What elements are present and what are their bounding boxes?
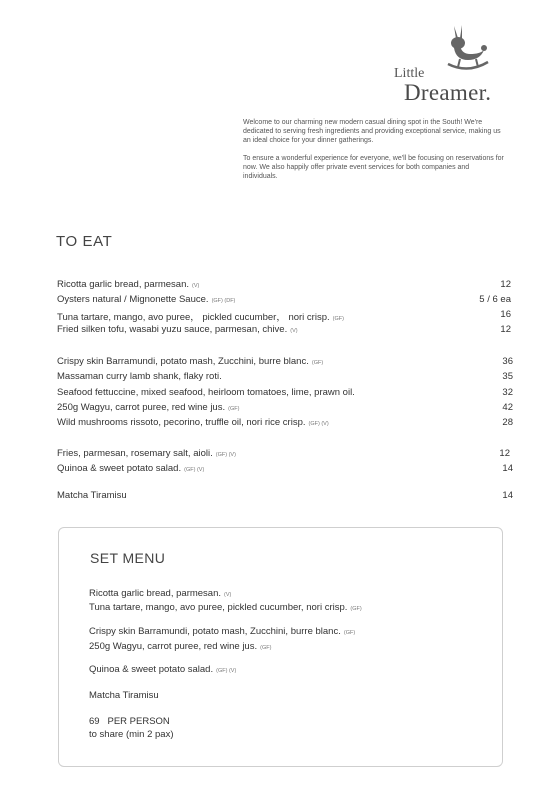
- menu-item: [57, 371, 225, 382]
- menu-item-name: Matcha Tiramisu: [57, 490, 127, 501]
- menu-item: [57, 309, 344, 323]
- set-menu-item: [89, 641, 271, 652]
- set-menu-item-tags: (GF): [260, 645, 272, 651]
- menu-item-price: 36: [502, 356, 513, 367]
- menu-item-price: 16: [500, 309, 511, 320]
- menu-item-price: 42: [502, 402, 513, 413]
- menu-item-tags: (V): [290, 328, 298, 334]
- menu-item-price: 14: [502, 463, 513, 474]
- intro-paragraph-2: To ensure a wonderful experience for everyone, we'll be focusing on reservations for now. We also happily offer private event services for both companies and individuals.: [243, 155, 504, 180]
- menu-item: [57, 402, 239, 413]
- menu-item-name: Crispy skin Barramundi, potato mash, Zucchini, burre blanc.: [57, 356, 309, 367]
- set-menu-title: SET MENU: [90, 550, 166, 566]
- logo: [388, 24, 518, 106]
- menu-item-name: Seafood fettuccine, mixed seafood, heirloom tomatoes, lime, prawn oil.: [57, 387, 355, 398]
- set-menu-share-note: to share (min 2 pax): [89, 729, 174, 740]
- menu-item-name: Massaman curry lamb shank, flaky roti.: [57, 371, 222, 382]
- menu-item-name: Wild mushrooms rissoto, pecorino, truffle oil, nori rice crisp.: [57, 417, 306, 428]
- set-menu-item-tags: (GF): [350, 606, 362, 612]
- menu-item-tags: (GF) (DF): [211, 298, 236, 304]
- menu-item-price: 28: [502, 417, 513, 428]
- menu-item-tags: (GF): [311, 360, 324, 366]
- menu-item: [57, 324, 298, 335]
- menu-item-tags: (GF): [332, 316, 344, 322]
- menu-item-price: 5 / 6 ea: [479, 294, 511, 305]
- menu-item-tags: (GF) (V): [308, 421, 329, 427]
- menu-item-tags: (GF) (V): [184, 467, 205, 473]
- menu-item: [57, 294, 235, 305]
- set-menu-item-name: Tuna tartare, mango, avo puree, pickled cucumber, nori crisp.: [89, 602, 348, 613]
- menu-item-name: Fries, parmesan, rosemary salt, aioli.: [57, 448, 213, 459]
- menu-item-price: 14: [502, 490, 513, 501]
- logo-little: Little: [394, 66, 425, 81]
- set-menu-item-name: Crispy skin Barramundi, potato mash, Zucchini, burre blanc.: [89, 626, 341, 637]
- set-menu-item-name: Quinoa & sweet potato salad.: [89, 664, 214, 675]
- menu-item-name: Ricotta garlic bread, parmesan.: [57, 279, 190, 290]
- menu-item: [57, 387, 358, 398]
- menu-item-tags: (GF) (V): [215, 452, 236, 458]
- set-menu-item: [89, 588, 231, 599]
- set-menu-item-name: Matcha Tiramisu: [89, 690, 159, 701]
- menu-item-price: 35: [502, 371, 513, 382]
- menu-item-price: 32: [502, 387, 513, 398]
- menu-item-name: Fried silken tofu, wasabi yuzu sauce, parmesan, chive.: [57, 324, 288, 335]
- menu-item: [57, 356, 323, 367]
- menu-item-price: 12: [500, 279, 511, 290]
- menu-item-price: 12: [499, 448, 510, 459]
- menu-item-name: Quinoa & sweet potato salad.: [57, 463, 182, 474]
- set-menu-item-name: Ricotta garlic bread, parmesan.: [89, 588, 222, 599]
- set-menu-item-tags: (V): [224, 592, 232, 598]
- to-eat-title: TO EAT: [56, 233, 113, 250]
- intro-paragraph-1: Welcome to our charming new modern casual dining spot in the South! We're dedicated to serving fresh ingredients and providing exceptional service, making us an ideal choice for your dinner gatherings.: [243, 119, 501, 144]
- menu-item-tags: (V): [192, 283, 200, 289]
- set-menu-price: 69 PER PERSON: [89, 716, 170, 727]
- set-menu-item-tags: (GF): [343, 630, 356, 636]
- set-menu-item: [89, 602, 362, 613]
- set-menu-item-tags: (GF) (V): [216, 668, 237, 674]
- menu-item-tags: (GF): [228, 406, 240, 412]
- menu-item-name: Tuna tartare, mango, avo puree， pickled cucumber， nori crisp.: [57, 312, 330, 323]
- menu-item-price: 12: [500, 324, 511, 335]
- menu-item: [57, 448, 236, 459]
- rabbit-rocking-horse-icon: [440, 24, 492, 76]
- menu-item: [57, 279, 199, 290]
- intro-text: [243, 118, 505, 190]
- menu-item: [57, 417, 329, 428]
- menu-item-name: Oysters natural / Mignonette Sauce.: [57, 294, 209, 305]
- set-menu-box: [58, 527, 503, 767]
- set-menu-item: [89, 626, 355, 637]
- menu-item: [57, 463, 204, 474]
- set-menu-item: [89, 690, 162, 701]
- set-menu-item: [89, 664, 236, 675]
- menu-item-name: 250g Wagyu, carrot puree, red wine jus.: [57, 402, 226, 413]
- set-menu-item-name: 250g Wagyu, carrot puree, red wine jus.: [89, 641, 258, 652]
- menu-item: [57, 490, 130, 501]
- logo-dreamer: Dreamer.: [404, 80, 492, 105]
